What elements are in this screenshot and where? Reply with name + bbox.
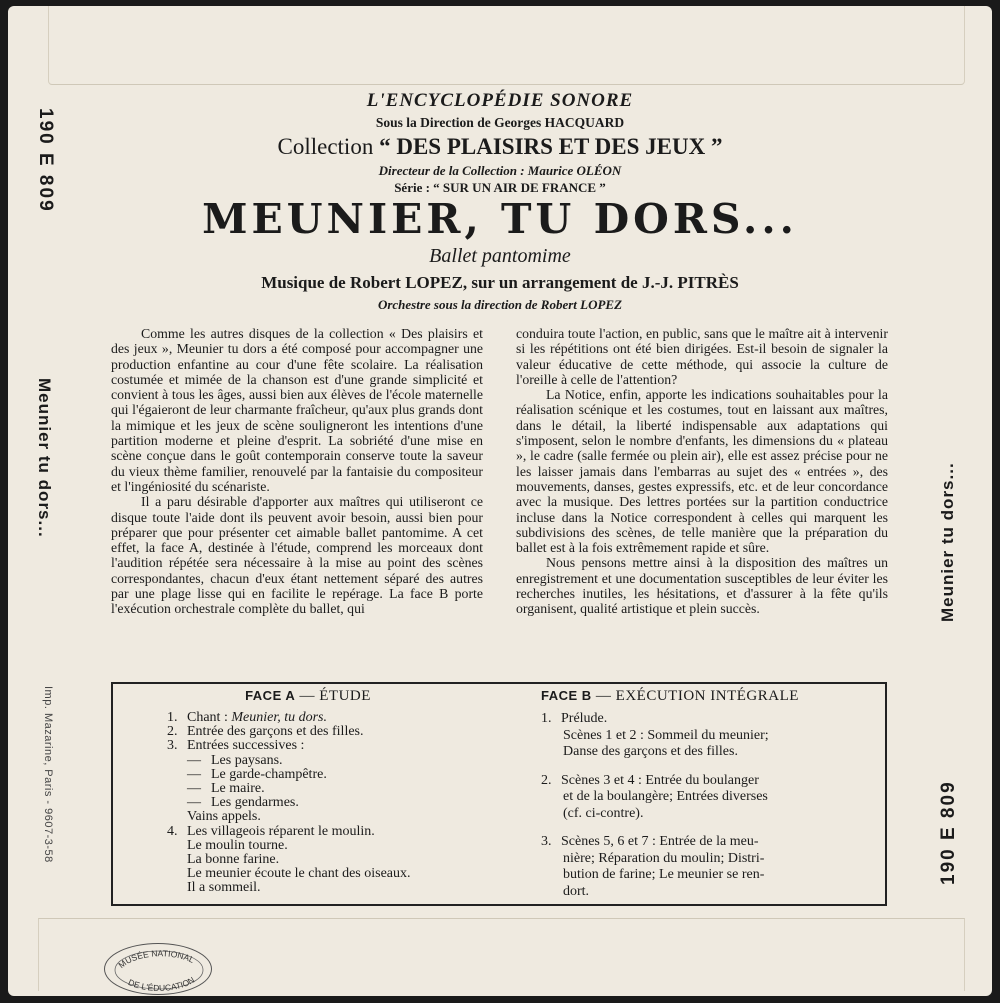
face-a-heading [123, 688, 493, 705]
spine-title-right: Meunier tu dors... [938, 462, 957, 622]
sub-item: (cf. ci-contre). [563, 805, 644, 821]
sub-item: Danse des garçons et des filles. [563, 744, 738, 759]
collection-prefix: Collection [277, 134, 374, 159]
sub-item: Scènes 1 et 2 : Sommeil du meunier; [563, 727, 769, 743]
paragraph: La Notice, enfin, apporte les indications souhaitables pour la réalisation scénique et les costumes, tout en laissant aux maîtres, dans le détail, la liberté indispensable aux adaptations qui s'imposent, selon le nombre d'enfants, les dimensions du « plateau », le cadre (salle fermée ou plein air), elle est assez précise pour ne les laisser jamais dans l'embarras au sujet des « entrées », des mouvements, danses, gestes expressifs, etc. et de leur concordance avec la musique. Des lettres portées sur la partition conductrice incluse dans la Notice correspondent à celles qui marquent les subdivisions des scènes, de telle manière que la préparation du ballet est à la fois extrêmement rapide et sûre. [516, 387, 888, 556]
svg-text:DE L'ÉDUCATION [127, 975, 196, 993]
track-listing [111, 682, 887, 906]
paragraph: Il a paru désirable d'apporter aux maîtres qui utiliseront ce disque toute l'aide dont ils peuvent avoir besoin, aussi bien pour préparer que pour présenter cet aimable ballet pantomime. A cet effet, la face A, destinée à l'étude, comprend les morceaux dont l'audition répétée sera nécessaire à la mise au point des scènes correspondantes, chacun d'eux étant nettement séparé des autres par une plage lisse qui en facilite le repérage. La face B porte l'exécution orchestrale complète du ballet, qui [111, 494, 483, 617]
sub-item: Vains appels. [187, 809, 261, 825]
museum-stamp [104, 943, 212, 995]
catalog-number-left: 190 E 809 [35, 108, 56, 213]
paragraph: Comme les autres disques de la collection « Des plaisirs et des jeux », Meunier tu dors a été composé pour accompagner une production enfantine au cour d'une fête scolaire. La réalisation costumée et mimée de la chanson est d'une grande simplicité et convient à tous les âges, aussi bien aux élèves de l'école maternelle qui l'égaieront de leur charmante fraîcheur, qu'aux plus grands dont la mimique et les jeux de scène souligneront les intentions d'une partition moderne et pleine d'esprit. La sobriété d'une mise en scène conçue dans le goût contemporain conserve toute la saveur du vieux thème familier, renouvelé par la fantaisie du compositeur et l'ingéniosité du scénariste. [111, 326, 483, 494]
music-credit: Musique de Robert LOPEZ, sur un arrangement de J.-J. PITRÈS [261, 273, 739, 292]
track-item: 2. Scènes 3 et 4 : Entrée du boulanger [541, 772, 759, 788]
body-column-right [516, 326, 888, 617]
face-b-title: — EXÉCUTION INTÉGRALE [595, 688, 799, 704]
track-item: 2. Entrée des garçons et des filles. [167, 724, 364, 740]
face-a-title: — ÉTUDE [299, 688, 371, 704]
paragraph: conduira toute l'action, en public, sans que le maître ait à intervenir si les répétitions ont été bien dirigées. Est-il besoin de signaler la valeur éducative de cette méthode, qui associe la culture de l'oreille à celle de l'attention? [516, 326, 888, 387]
sub-item: — Les gendarmes. [187, 795, 299, 811]
collection-name: “ DES PLAISIRS ET DES JEUX ” [379, 134, 723, 159]
face-b-tracks [541, 711, 881, 900]
face-b-heading [541, 688, 881, 705]
sub-item: — Le garde-champêtre. [187, 766, 327, 782]
sub-item: Le meunier écoute le chant des oiseaux. [187, 866, 411, 882]
subtitle: Ballet pantomime [429, 245, 571, 267]
imprint-note: Imp. Mazarine, Paris - 9607-3-58 [42, 686, 54, 863]
face-a-section [123, 688, 493, 896]
series-line: Série : “ SUR UN AIR DE FRANCE ” [394, 180, 606, 195]
top-flap [48, 6, 965, 85]
stamp-graphic [105, 944, 213, 996]
track-item: 1. Prélude. [541, 711, 608, 726]
sub-item: Il a sommeil. [187, 880, 261, 896]
encyclopedia-title: L'ENCYCLOPÉDIE SONORE [366, 90, 634, 111]
collection-director: Directeur de la Collection : Maurice OLÉON [378, 163, 622, 178]
track-item: 1. Chant : Meunier, tu dors. [167, 710, 328, 725]
sub-item: dort. [563, 883, 590, 899]
sub-item: Le moulin tourne. [187, 837, 288, 853]
collection-line [100, 134, 900, 160]
track-item: 3. Entrées successives : [167, 738, 305, 754]
svg-text:MUSÉE NATIONAL [116, 948, 196, 970]
stamp-top-text: MUSÉE NATIONAL [116, 948, 196, 971]
spine-title-left: Meunier tu dors... [35, 378, 54, 538]
orchestra-credit: Orchestre sous la direction de Robert LOPEZ [377, 297, 623, 312]
stamp-bottom-text: DE L'ÉDUCATION [126, 974, 197, 993]
paragraph: Nous pensons mettre ainsi à la disposition des maîtres un enregistrement et une documentation susceptibles de leur éviter les recherches inutiles, les hésitations, et d'assurer à la fête qu'ils organisent, qualité artistique et plein succès. [516, 555, 888, 617]
sub-item: La bonne farine. [187, 852, 280, 868]
body-column-left [111, 326, 483, 617]
sub-item: — Le maire. [187, 781, 265, 797]
face-a-tracks [123, 711, 493, 896]
sub-item: — Les paysans. [187, 752, 283, 768]
sub-item: bution de farine; Le meunier se ren- [563, 867, 765, 882]
face-b-section [541, 688, 881, 900]
general-direction: Sous la Direction de Georges HACQUARD [375, 115, 625, 130]
face-b-label: FACE B [541, 688, 592, 703]
catalog-number-right: 190 E 809 [938, 780, 959, 885]
track-item: 4. Les villageois réparent le moulin. [167, 823, 375, 839]
sub-item: nière; Réparation du moulin; Distri- [563, 850, 765, 866]
sub-item: et de la boulangère; Entrées diverses [563, 789, 768, 804]
track-item: 3. Scènes 5, 6 et 7 : Entrée de la meu- [541, 834, 759, 849]
face-a-label: FACE A [245, 688, 296, 703]
main-title: MEUNIER, TU DORS... [202, 195, 798, 243]
